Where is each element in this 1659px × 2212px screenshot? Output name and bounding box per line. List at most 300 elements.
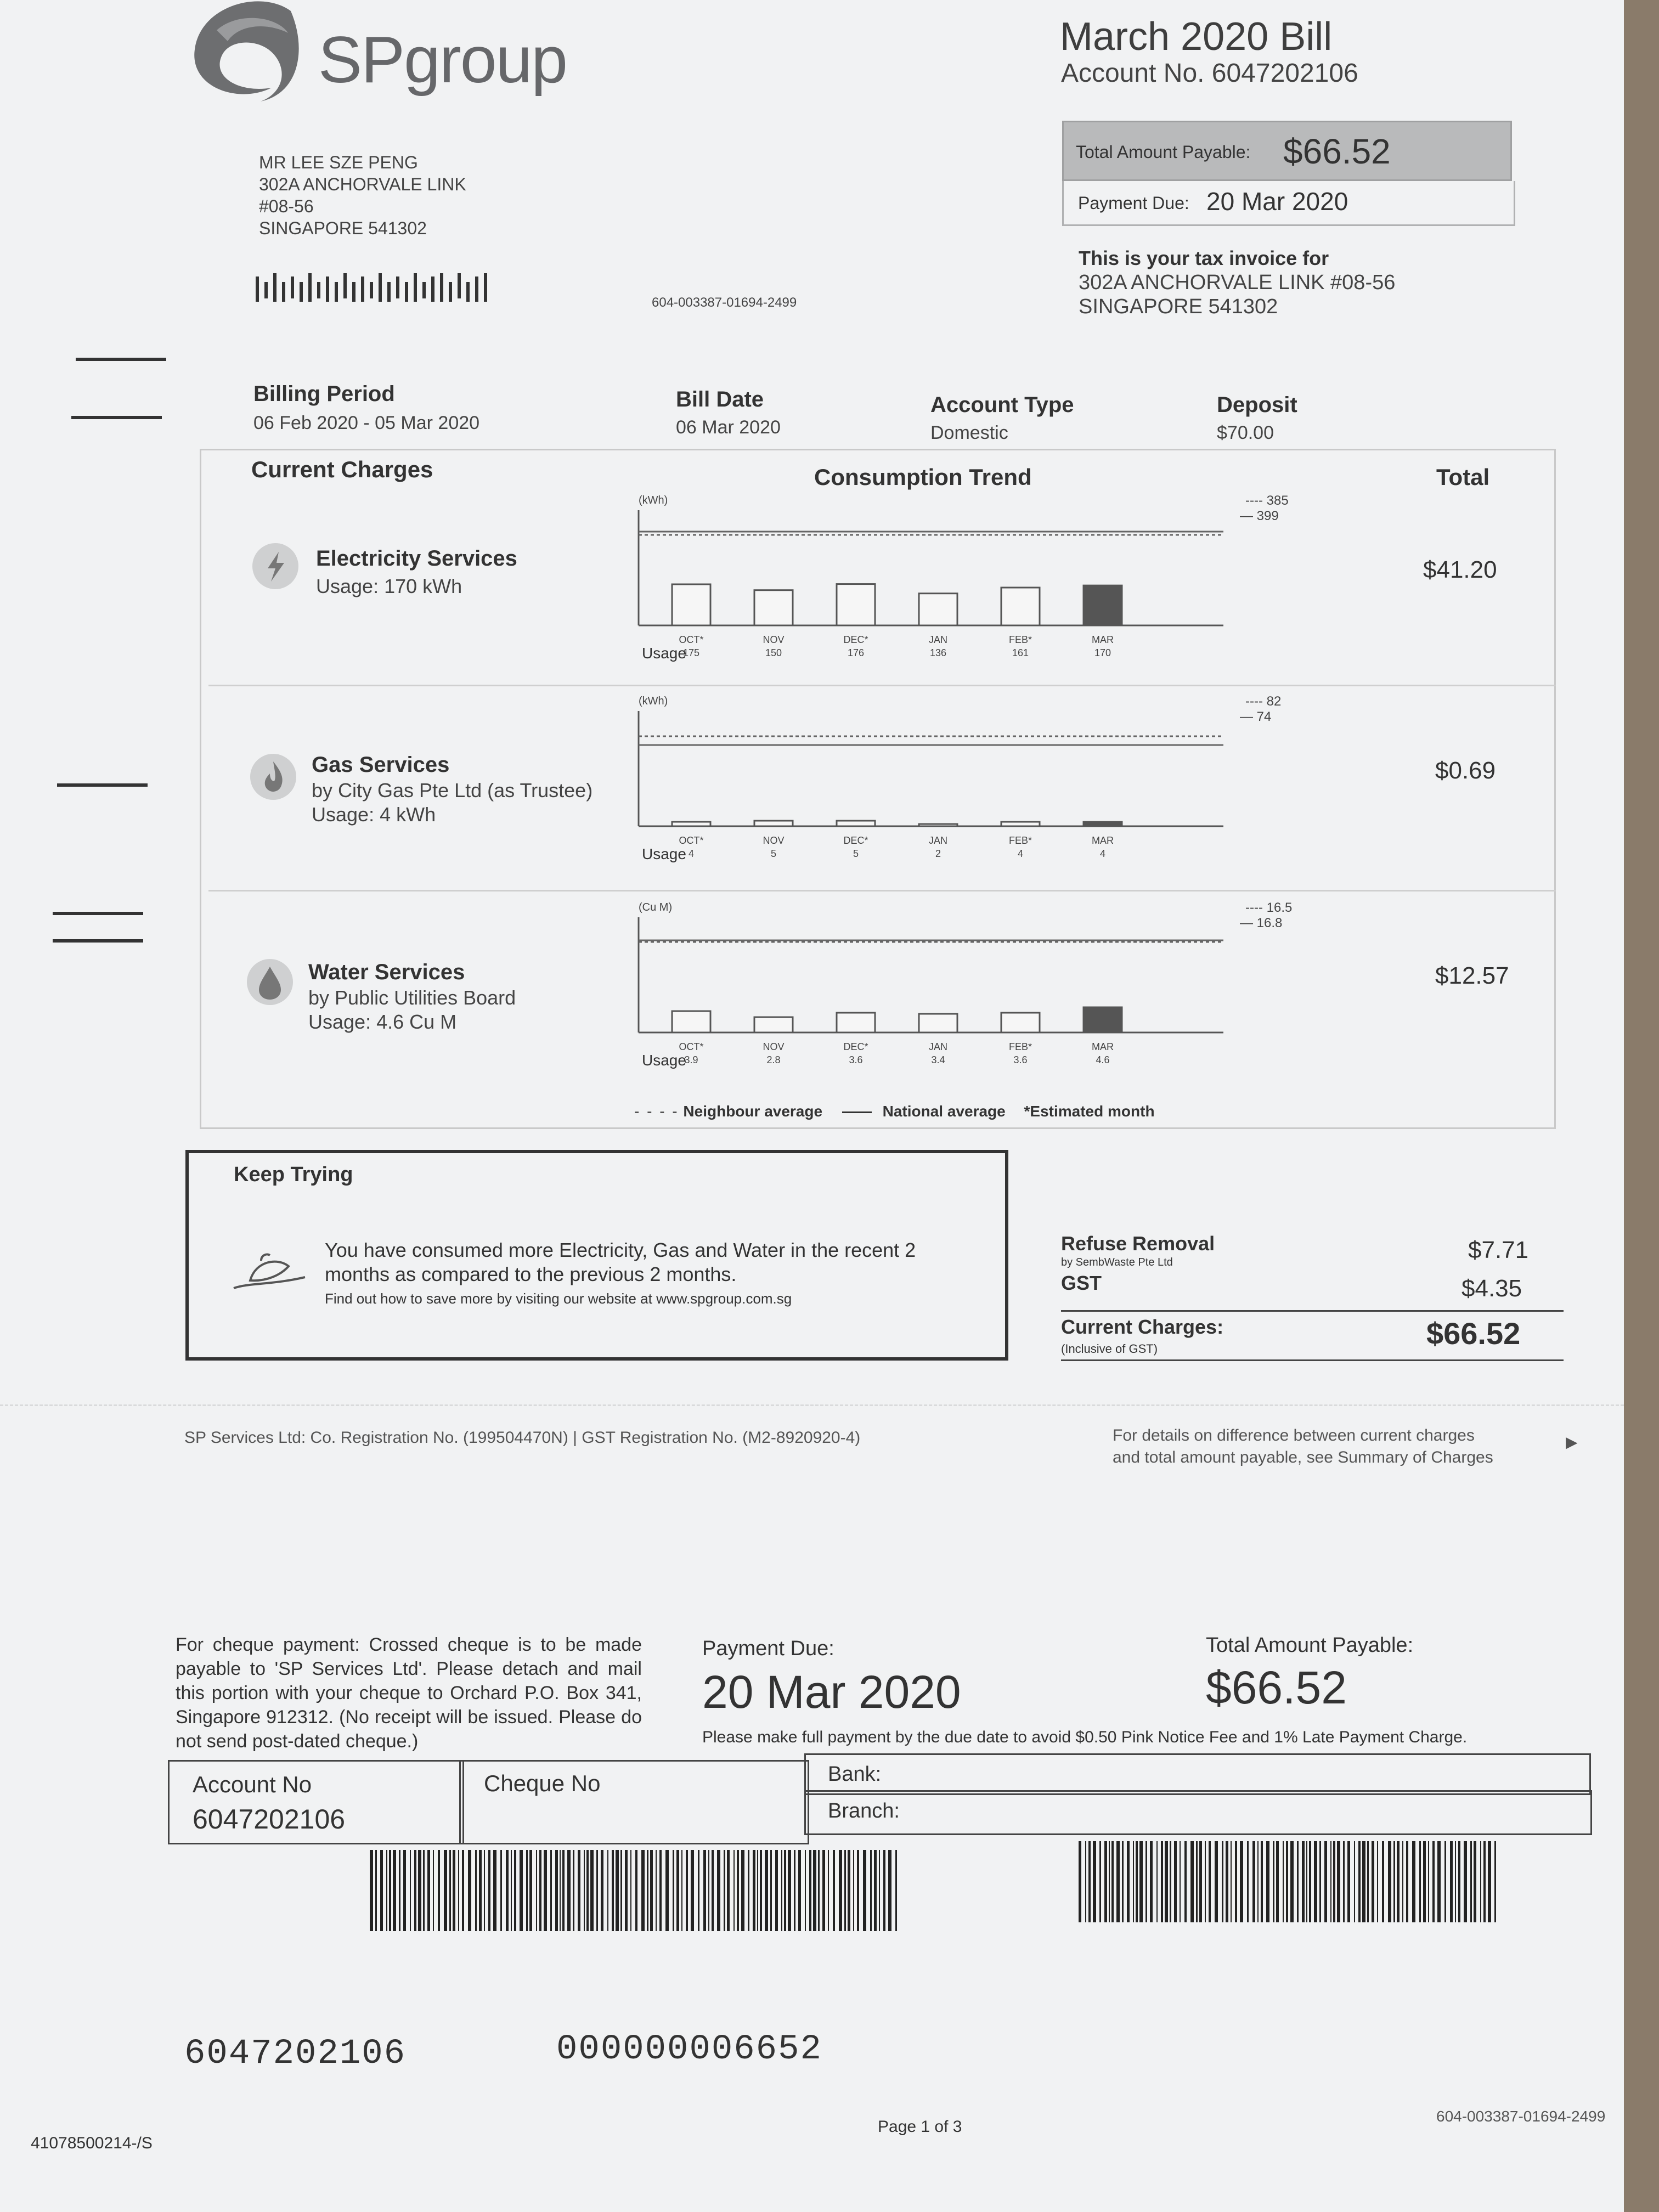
- barcode-bar: [1174, 1841, 1177, 1922]
- electricity-total: $41.20: [1423, 556, 1497, 583]
- barcode-bar: [809, 1850, 811, 1931]
- fold-mark: [71, 416, 162, 419]
- barcode-bar: [874, 1850, 877, 1931]
- bill-date-label: Bill Date: [676, 387, 764, 411]
- total-header: Total: [1436, 464, 1490, 490]
- barcode-bar: [1412, 1841, 1415, 1922]
- national-average-value: — 399: [1240, 509, 1279, 523]
- month-label: OCT*: [679, 634, 704, 645]
- water-service-name: Water Services: [308, 960, 465, 984]
- current-charges-value: $66.52: [1426, 1316, 1521, 1351]
- barcode-bar: [1397, 1841, 1400, 1922]
- keep-trying-title: Keep Trying: [234, 1163, 353, 1186]
- barcode-bar: [784, 1850, 786, 1931]
- barcode-bar: [484, 1850, 485, 1931]
- barcode-bar: [493, 1850, 496, 1931]
- barcode-bar: [659, 1850, 662, 1931]
- usage-value: 150: [765, 647, 782, 658]
- gas-service-name: Gas Services: [312, 753, 450, 777]
- bar-mar: [1084, 1007, 1122, 1032]
- cheque-no-label: Cheque No: [484, 1770, 601, 1796]
- neighbour-average-value: ---- 385: [1245, 493, 1289, 508]
- barcode-bar: [1330, 1841, 1331, 1922]
- barcode-bar: [1226, 1841, 1228, 1922]
- barcode-bar: [1085, 1841, 1086, 1922]
- barcode-bar: [1111, 1841, 1114, 1922]
- barcode-bar: [1184, 1841, 1187, 1922]
- barcode-bar: [601, 1850, 603, 1931]
- row-divider: [208, 685, 1556, 686]
- month-label: FEB*: [1008, 634, 1032, 645]
- barcode-bar: [1377, 1841, 1378, 1922]
- refuse-removal-provider: by SembWaste Pte Ltd: [1061, 1256, 1173, 1268]
- ocr-amount: 000000006652: [556, 2030, 822, 2069]
- neighbour-average-value: ---- 82: [1245, 694, 1282, 709]
- chart-legend: [634, 1103, 1155, 1120]
- payment-due-label: Payment Due:: [1078, 193, 1189, 213]
- barcode-bar: [883, 1850, 885, 1931]
- usage-value: 4: [1099, 848, 1106, 859]
- barcode-bar: [529, 1850, 532, 1931]
- barcode-bar: [1240, 1841, 1243, 1922]
- branch-field[interactable]: [804, 1790, 1592, 1835]
- barcode-bar: [1393, 1841, 1395, 1922]
- barcode-bar: [1165, 1841, 1168, 1922]
- cheque-instructions: For cheque payment: Crossed cheque is to be made payable to 'SP Services Ltd'. Please detach and mail this portion with your cheque to Orchard P.O. Box 341, Singapore 912312. (No receipt will be issued. Please do not send post-dated cheque.): [176, 1634, 642, 1752]
- gas-usage: Usage: 4 kWh: [312, 803, 436, 826]
- refuse-removal-label: Refuse Removal: [1061, 1232, 1215, 1255]
- barcode-bar: [717, 1850, 720, 1931]
- total-payable-value: $66.52: [1283, 132, 1391, 171]
- electricity-usage: Usage: 170 kWh: [316, 575, 462, 597]
- barcode-bar: [813, 1850, 816, 1931]
- barcode-bar: [1437, 1841, 1441, 1922]
- barcode-bar: [427, 1850, 430, 1931]
- barcode-bar: [775, 1850, 778, 1931]
- barcode-bar: [607, 1850, 608, 1931]
- account-no-value: 6047202106: [193, 1804, 346, 1835]
- barcode-bar: [737, 1850, 739, 1931]
- barcode-bar: [805, 1850, 806, 1931]
- barcode-bar: [630, 1850, 631, 1931]
- barcode-bar: [578, 1850, 580, 1931]
- usage-value: 175: [682, 647, 700, 658]
- refuse-removal-value: $7.71: [1468, 1237, 1529, 1263]
- document-code-left: 41078500214-/S: [31, 2134, 153, 2152]
- cheque-no-field[interactable]: [459, 1760, 809, 1844]
- payment-due-value: 20 Mar 2020: [1206, 187, 1348, 216]
- barcode-bar: [757, 1850, 758, 1931]
- barcode-bar: [1170, 1841, 1171, 1922]
- barcode-bar: [748, 1850, 749, 1931]
- national-average-label: National average: [882, 1103, 1006, 1120]
- barcode-bar: [656, 1850, 657, 1931]
- bill-date-value: 06 Mar 2020: [676, 417, 781, 438]
- barcode-bar: [1209, 1841, 1211, 1922]
- barcode-bar: [1190, 1841, 1194, 1922]
- postal-barcode: [256, 271, 514, 309]
- gas-provider: by City Gas Pte Ltd (as Trustee): [312, 779, 593, 802]
- month-label: MAR: [1092, 634, 1114, 645]
- barcode-bar: [414, 1850, 416, 1931]
- barcode-bar: [895, 1850, 897, 1931]
- barcode-bar: [1428, 1841, 1429, 1922]
- barcode-bar: [1231, 1841, 1232, 1922]
- barcode-bar: [1161, 1841, 1163, 1922]
- late-payment-notice: Please make full payment by the due date to avoid $0.50 Pink Notice Fee and 1% Late Payment Charge.: [702, 1728, 1468, 1746]
- barcode-bar: [620, 1850, 622, 1931]
- account-no-label: Account No: [193, 1771, 312, 1797]
- sp-logo-icon: [178, 0, 310, 104]
- bar-feb: [1001, 822, 1040, 826]
- neighbour-average-value: ---- 16.5: [1245, 900, 1293, 915]
- bar-oct: [672, 822, 710, 826]
- month-label: DEC*: [843, 835, 868, 846]
- barcode-bar: [863, 1850, 866, 1931]
- bar-oct: [672, 584, 710, 625]
- barcode-bar: [544, 1850, 547, 1931]
- barcode-bar: [1480, 1841, 1481, 1922]
- barcode-bar: [488, 1850, 490, 1931]
- barcode-bar: [410, 1850, 411, 1931]
- customer-address-line1: 302A ANCHORVALE LINK: [259, 174, 466, 194]
- national-average-value: — 16.8: [1240, 916, 1283, 930]
- barcode-bar: [765, 1850, 768, 1931]
- barcode-bar: [399, 1850, 400, 1931]
- barcode-bar: [1388, 1841, 1391, 1922]
- usage-value: 4: [688, 848, 695, 859]
- customer-name: MR LEE SZE PENG: [259, 153, 418, 172]
- barcode-bar: [462, 1850, 464, 1931]
- fold-mark: [53, 939, 143, 943]
- barcode-bar: [1150, 1841, 1153, 1922]
- divider: [1061, 1359, 1564, 1361]
- barcode-bar: [612, 1850, 614, 1931]
- barcode-bar: [794, 1850, 795, 1931]
- account-type-label: Account Type: [930, 393, 1074, 417]
- barcode-bar: [1257, 1841, 1259, 1922]
- barcode-bar: [433, 1850, 434, 1931]
- arrow-right-icon: ▶: [1566, 1434, 1578, 1451]
- barcode-bar: [370, 1850, 373, 1931]
- barcode-bar: [1343, 1841, 1345, 1922]
- bar-feb: [1001, 588, 1040, 625]
- month-label: NOV: [763, 634, 785, 645]
- barcode-bar: [1423, 1841, 1426, 1922]
- barcode-bar: [1419, 1841, 1421, 1922]
- barcode-bar: [741, 1850, 744, 1931]
- barcode-bar: [676, 1850, 679, 1931]
- bank-label: Bank:: [828, 1763, 882, 1786]
- barcode-bar: [453, 1850, 455, 1931]
- tax-invoice-address1: 302A ANCHORVALE LINK #08-56: [1079, 271, 1396, 294]
- barcode-bar: [1261, 1841, 1263, 1922]
- barcode-bar: [760, 1850, 762, 1931]
- payslip-due-value: 20 Mar 2020: [702, 1666, 961, 1718]
- bar-feb: [1001, 1013, 1040, 1032]
- barcode-bar: [691, 1850, 694, 1931]
- usage-value: 4.6: [1096, 1054, 1110, 1065]
- barcode-bar: [1306, 1841, 1307, 1922]
- row-divider: [208, 890, 1556, 891]
- customer-address-line2: #08-56: [259, 196, 314, 216]
- barcode-bar: [1372, 1841, 1374, 1922]
- month-label: MAR: [1092, 835, 1114, 846]
- barcode-bar: [1488, 1841, 1491, 1922]
- tax-invoice-address2: SINGAPORE 541302: [1079, 295, 1278, 318]
- barcode-bar: [770, 1850, 772, 1931]
- barcode-bar: [1247, 1841, 1249, 1922]
- account-no-cell: [168, 1760, 464, 1844]
- barcode-bar: [423, 1850, 425, 1931]
- barcode-bar: [839, 1850, 842, 1931]
- barcode-bar: [681, 1850, 682, 1931]
- water-drop-icon: [247, 959, 293, 1005]
- barcode-bar: [781, 1850, 782, 1931]
- total-payable-label: Total Amount Payable:: [1076, 142, 1251, 162]
- barcode-bar: [1196, 1841, 1198, 1922]
- barcode-bar: [686, 1850, 688, 1931]
- bar-dec: [837, 821, 875, 826]
- barcode-bar: [1146, 1841, 1147, 1922]
- payslip-due-label: Payment Due:: [702, 1637, 834, 1660]
- fold-mark: [53, 912, 143, 915]
- national-average-swatch: [842, 1111, 872, 1113]
- gas-total: $0.69: [1435, 757, 1496, 784]
- month-label: OCT*: [679, 1041, 704, 1052]
- barcode-bar: [1283, 1841, 1284, 1922]
- page-number: Page 1 of 3: [878, 2118, 962, 2136]
- barcode-bar: [1139, 1841, 1143, 1922]
- account-number-line: Account No. 6047202106: [1061, 59, 1358, 88]
- barcode-bar: [857, 1850, 859, 1931]
- bill-title: March 2020 Bill: [1060, 15, 1333, 59]
- bar-mar: [1084, 585, 1122, 625]
- barcode-bar: [438, 1850, 440, 1931]
- barcode-bar: [888, 1850, 891, 1931]
- payslip-total-value: $66.52: [1206, 1662, 1347, 1713]
- barcode-bar: [1273, 1841, 1274, 1922]
- barcode-bar: [1205, 1841, 1206, 1922]
- barcode-bar: [1444, 1841, 1446, 1922]
- barcode-bar: [1093, 1841, 1096, 1922]
- barcode-bar: [1483, 1841, 1486, 1922]
- barcode-bar: [848, 1850, 850, 1931]
- barcode-bar: [1222, 1841, 1223, 1922]
- payment-barcode-2: [1079, 1841, 1502, 1922]
- barcode-bar: [418, 1850, 421, 1931]
- electricity-consumption-chart: [631, 488, 1317, 669]
- barcode-bar: [1290, 1841, 1294, 1922]
- bar-nov: [754, 821, 793, 826]
- current-charges-label: Current Charges:: [1061, 1316, 1224, 1338]
- tax-invoice-title: This is your tax invoice for: [1079, 247, 1329, 269]
- barcode-bar: [712, 1850, 714, 1931]
- barcode-bar: [625, 1850, 628, 1931]
- barcode-bar: [1319, 1841, 1321, 1922]
- barcode-bar: [1382, 1841, 1384, 1922]
- leaf-hand-icon: [228, 1250, 311, 1299]
- bar-nov: [754, 1017, 793, 1032]
- barcode-bar: [1088, 1841, 1091, 1922]
- usage-value: 2: [935, 848, 941, 859]
- usage-value: 3.6: [849, 1054, 863, 1065]
- barcode-bar: [1362, 1841, 1365, 1922]
- barcode-bar: [665, 1850, 669, 1931]
- gst-label: GST: [1061, 1272, 1102, 1294]
- barcode-bar: [520, 1850, 523, 1931]
- deposit-label: Deposit: [1217, 393, 1297, 417]
- branch-label: Branch:: [828, 1799, 900, 1822]
- barcode-bar: [1079, 1841, 1081, 1922]
- month-label: DEC*: [843, 1041, 868, 1052]
- barcode-bar: [1199, 1841, 1202, 1922]
- barcode-bar: [539, 1850, 541, 1931]
- barcode-bar: [468, 1850, 471, 1931]
- month-label: MAR: [1092, 1041, 1114, 1052]
- barcode-bar: [818, 1850, 820, 1931]
- barcode-bar: [828, 1850, 829, 1931]
- billing-period-label: Billing Period: [253, 382, 395, 406]
- document-code-right: 604-003387-01694-2499: [1436, 2108, 1606, 2125]
- bar-jan: [919, 1014, 957, 1032]
- unit-label: (kWh): [639, 695, 668, 707]
- usage-value: 3.9: [684, 1054, 698, 1065]
- month-label: NOV: [763, 835, 785, 846]
- barcode-bar: [506, 1850, 509, 1931]
- barcode-bar: [650, 1850, 653, 1931]
- month-label: FEB*: [1008, 1041, 1032, 1052]
- current-charges-header: Current Charges: [251, 456, 433, 482]
- current-charges-note: (Inclusive of GST): [1061, 1342, 1158, 1356]
- customer-address: [259, 151, 466, 239]
- barcode-bar: [479, 1850, 482, 1931]
- barcode-bar: [511, 1850, 512, 1931]
- month-label: NOV: [763, 1041, 785, 1052]
- barcode-bar: [1286, 1841, 1288, 1922]
- barcode-bar: [449, 1850, 451, 1931]
- month-label: JAN: [928, 835, 948, 846]
- barcode-bar: [1367, 1841, 1369, 1922]
- bar-dec: [837, 584, 875, 625]
- water-total: $12.57: [1435, 962, 1509, 989]
- barcode-bar: [833, 1850, 835, 1931]
- barcode-bar: [616, 1850, 619, 1931]
- barcode-bar: [1347, 1841, 1350, 1922]
- billing-period-value: 06 Feb 2020 - 05 Mar 2020: [253, 413, 480, 433]
- bar-jan: [919, 824, 957, 826]
- usage-value: 170: [1094, 647, 1111, 658]
- account-type-value: Domestic: [930, 422, 1008, 443]
- barcode-bar: [584, 1850, 585, 1931]
- payment-barcode-1: [370, 1850, 901, 1931]
- usage-value: 5: [770, 848, 777, 859]
- barcode-bar: [560, 1850, 561, 1931]
- bank-field[interactable]: [804, 1753, 1591, 1795]
- lightning-icon: [252, 543, 298, 589]
- barcode-bar: [555, 1850, 558, 1931]
- customer-address-line3: SINGAPORE 541302: [259, 218, 427, 238]
- barcode-bar: [647, 1850, 648, 1931]
- barcode-bar: [1302, 1841, 1305, 1922]
- usage-value: 5: [853, 848, 859, 859]
- barcode-bar: [1116, 1841, 1120, 1922]
- barcode-bar: [1470, 1841, 1472, 1922]
- barcode-bar: [380, 1850, 383, 1931]
- barcode-bar: [635, 1850, 637, 1931]
- usage-label: Usage: [642, 845, 686, 862]
- electricity-service-name: Electricity Services: [316, 546, 517, 571]
- payment-due-box: [1062, 181, 1515, 226]
- barcode-bar: [1297, 1841, 1299, 1922]
- barcode-bar: [393, 1850, 396, 1931]
- barcode-bar: [733, 1850, 735, 1931]
- bar-nov: [754, 590, 793, 625]
- barcode-bar: [1180, 1841, 1181, 1922]
- barcode-bar: [1474, 1841, 1476, 1922]
- barcode-bar: [389, 1850, 391, 1931]
- barcode-bar: [727, 1850, 730, 1931]
- barcode-bar: [853, 1850, 854, 1931]
- bar-dec: [837, 1013, 875, 1032]
- barcode-bar: [724, 1850, 725, 1931]
- divider: [1061, 1310, 1564, 1312]
- barcode-bar: [1402, 1841, 1403, 1922]
- barcode-bar: [500, 1850, 502, 1931]
- barcode-bar: [1494, 1841, 1496, 1922]
- barcode-bar: [1354, 1841, 1355, 1922]
- barcode-bar: [1133, 1841, 1134, 1922]
- barcode-bar: [1337, 1841, 1340, 1922]
- barcode-bar: [1406, 1841, 1408, 1922]
- barcode-bar: [1432, 1841, 1435, 1922]
- neighbour-average-swatch: - - - -: [634, 1103, 679, 1120]
- water-usage: Usage: 4.6 Cu M: [308, 1011, 457, 1033]
- barcode-bar: [698, 1850, 699, 1931]
- payslip-total-label: Total Amount Payable:: [1206, 1634, 1414, 1657]
- usage-value: 2.8: [766, 1054, 781, 1065]
- barcode-bar: [1450, 1841, 1453, 1922]
- charges-note-line2: and total amount payable, see Summary of Charges: [1113, 1448, 1493, 1466]
- fold-mark: [57, 783, 148, 787]
- usage-value: 4: [1017, 848, 1024, 859]
- barcode-bar: [1156, 1841, 1158, 1922]
- usage-value: 176: [847, 647, 865, 658]
- barcode-bar: [1122, 1841, 1124, 1922]
- keep-trying-line1: You have consumed more Electricity, Gas and Water in the recent 2: [325, 1239, 916, 1261]
- usage-value: 3.4: [931, 1054, 945, 1065]
- brand-name: SPgroup: [318, 23, 567, 97]
- barcode-bar: [1266, 1841, 1269, 1922]
- keep-trying-line2: months as compared to the previous 2 months.: [325, 1263, 737, 1285]
- unit-label: (kWh): [639, 494, 668, 506]
- barcode-bar: [788, 1850, 791, 1931]
- barcode-bar: [526, 1850, 528, 1931]
- barcode-bar: [641, 1850, 645, 1931]
- registration-info: SP Services Ltd: Co. Registration No. (199504470N) | GST Registration No. (M2-8920920-4): [184, 1429, 861, 1447]
- barcode-bar: [1455, 1841, 1456, 1922]
- barcode-bar: [822, 1850, 825, 1931]
- gas-consumption-chart: [631, 689, 1317, 870]
- barcode-bar: [386, 1850, 387, 1931]
- barcode-bar: [673, 1850, 674, 1931]
- barcode-bar: [1309, 1841, 1311, 1922]
- consumption-trend-header: Consumption Trend: [814, 464, 1032, 490]
- neighbour-average-label: Neighbour average: [683, 1103, 823, 1120]
- barcode-bar: [844, 1850, 846, 1931]
- bar-oct: [672, 1011, 710, 1032]
- barcode-bar: [1127, 1841, 1130, 1922]
